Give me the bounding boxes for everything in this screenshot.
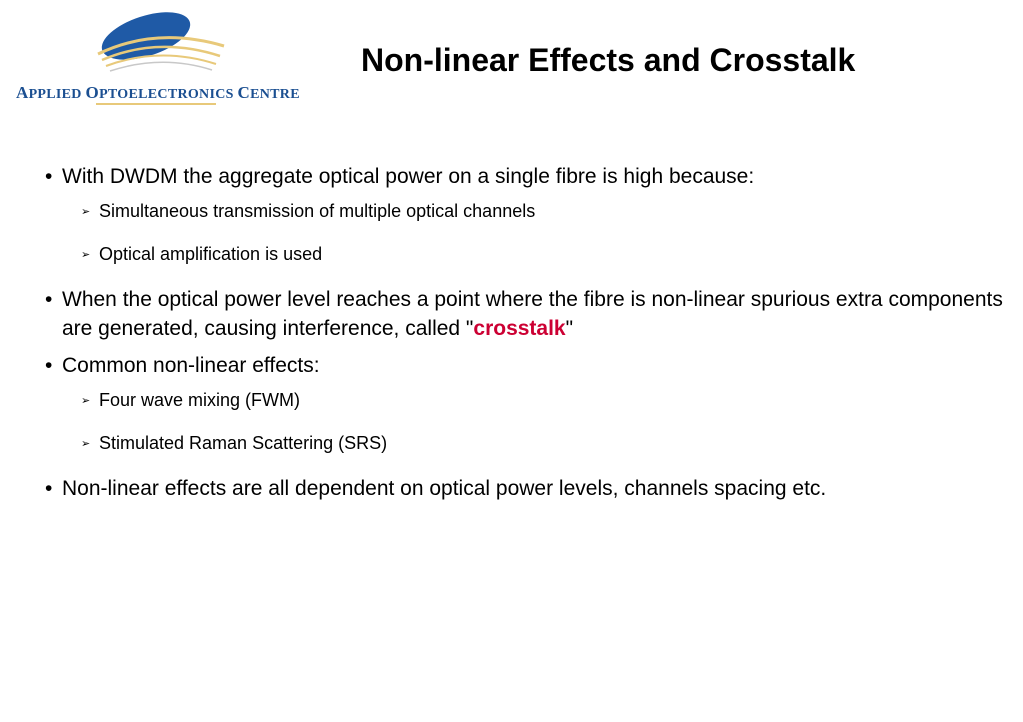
sub-bullet-item — [45, 199, 1005, 223]
bullet-text: Common non-linear effects: — [62, 354, 320, 377]
bullet-text-end: " — [565, 317, 574, 340]
logo-emblem-icon — [6, 6, 286, 86]
bullet-marker: • — [45, 354, 53, 377]
slide-title: Non-linear Effects and Crosstalk — [361, 42, 856, 78]
bullet-marker: • — [45, 165, 53, 188]
bullet-item — [45, 351, 1005, 380]
sub-bullet-text: Optical amplification is used — [99, 244, 323, 264]
bullet-text: Non-linear effects are all dependent on optical power levels, channels spacing etc. — [62, 477, 827, 500]
bullet-item — [45, 474, 1005, 503]
sub-bullet-item — [45, 431, 1005, 455]
arrow-bullet-icon: ➢ — [81, 249, 91, 261]
sub-bullet-item — [45, 242, 1005, 266]
arrow-bullet-icon: ➢ — [81, 206, 91, 218]
sub-bullet-text: Stimulated Raman Scattering (SRS) — [99, 433, 388, 453]
bullet-text: With DWDM the aggregate optical power on a single fibre is high because: — [62, 165, 755, 188]
bullet-item — [45, 162, 1005, 191]
logo-text: APPLIED OPTOELECTRONICS CENTRE — [16, 83, 300, 102]
crosstalk-highlight: crosstalk — [473, 317, 566, 340]
bullet-item — [45, 285, 1005, 343]
arrow-bullet-icon: ➢ — [81, 438, 91, 450]
applied-optoelectronics-centre-logo — [6, 6, 300, 110]
bullet-marker: • — [45, 288, 53, 311]
slide-content — [45, 162, 1005, 511]
arrow-bullet-icon: ➢ — [81, 395, 91, 407]
sub-bullet-text: Four wave mixing (FWM) — [99, 390, 301, 410]
sub-bullet-item — [45, 388, 1005, 412]
bullet-marker: • — [45, 477, 53, 500]
logo-underline — [96, 103, 216, 105]
sub-bullet-text: Simultaneous transmission of multiple optical channels — [99, 201, 536, 221]
bullet-text: When the optical power level reaches a point where the fibre is non-linear spurious extra components are generated, causing interference, called " — [62, 288, 1003, 340]
